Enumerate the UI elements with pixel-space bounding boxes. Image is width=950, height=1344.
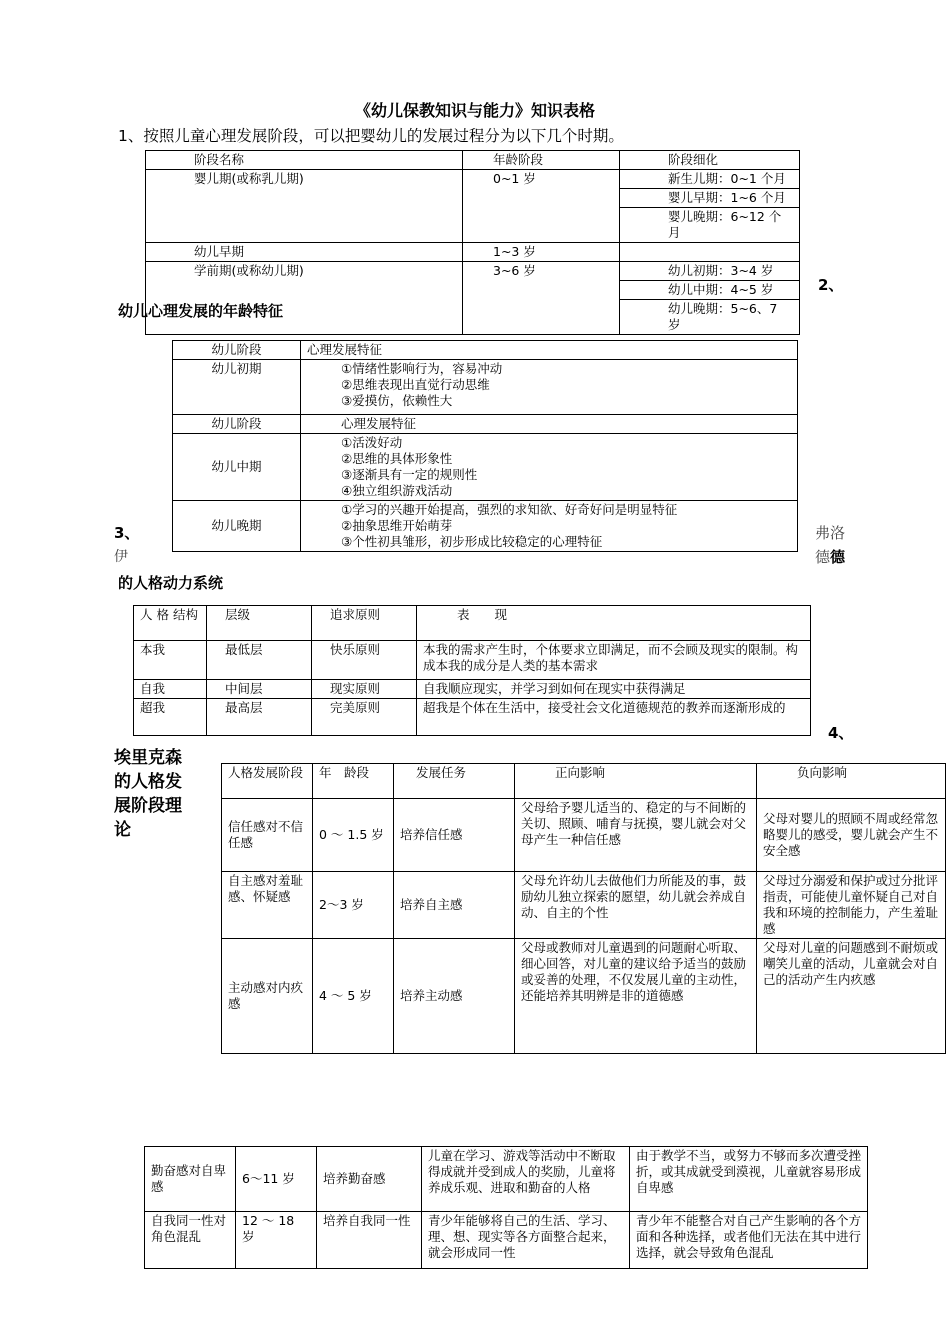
header-task: 发展任务 — [394, 764, 515, 799]
personality-table — [133, 605, 811, 736]
header-personality-structure: 人 格 结构 — [134, 606, 207, 641]
feature-line: ①活泼好动 — [341, 435, 403, 450]
fragment-char: 德 — [815, 548, 831, 566]
cell-task: 培养自我同一性 — [317, 1212, 422, 1269]
erikson-table — [221, 763, 946, 1054]
psych-features-table — [172, 340, 798, 552]
feature-line: ③个性初具雏形，初步形成比较稳定的心理特征 — [341, 534, 603, 549]
cell-task: 培养勤奋感 — [317, 1147, 422, 1212]
cell-negative: 父母过分溺爱和保护或过分批评指责，可能使儿童怀疑自己对自我和环境的控制能力，产生羞耻感 — [757, 872, 946, 939]
section-4-heading — [114, 746, 182, 842]
header-stage: 人格发展阶段 — [222, 764, 313, 799]
cell-positive: 父母或教师对儿童遇到的问题耐心听取、细心回答，对儿童的建议给予适当的鼓励或妥善的处理，不仅发展儿童的主动性，还能培养其明辨是非的道德感 — [515, 939, 757, 1054]
cell-level: 最低层 — [207, 641, 312, 680]
substage-preschool-middle: 幼儿中期：4~5 岁 — [620, 281, 800, 300]
feature-line: ③逐渐具有一定的规则性 — [341, 467, 478, 482]
age-infant: 0~1 岁 — [463, 170, 620, 243]
cell-stage: 自我同一性对角色混乱 — [145, 1212, 236, 1269]
section-3-fragment-right-2 — [815, 546, 845, 567]
substage-infant-early: 婴儿早期：1~6 个月 — [620, 189, 800, 208]
stage-early-childhood: 幼儿早期 — [146, 243, 463, 262]
heading-line: 埃里克森 — [114, 748, 182, 768]
erikson-table-continued — [144, 1146, 868, 1269]
substage-infant-late: 婴儿晚期：6~12 个月 — [620, 208, 800, 243]
cell-manifestation: 超我是个体在生活中，接受社会文化道德规范的教养而逐渐形成的 — [417, 699, 811, 736]
feature-line: ④独立组织游戏活动 — [341, 483, 453, 498]
age-preschool: 3~6 岁 — [463, 262, 620, 335]
feature-line: ①情绪性影响行为，容易冲动 — [341, 361, 503, 376]
cell-level: 最高层 — [207, 699, 312, 736]
cell-principle: 完美原则 — [312, 699, 417, 736]
cell-superego: 超我 — [134, 699, 207, 736]
cell-negative: 父母对儿童的问题感到不耐烦或嘲笑儿童的活动，儿童就会对自己的活动产生内疚感 — [757, 939, 946, 1054]
substage-preschool-early: 幼儿初期：3~4 岁 — [620, 262, 800, 281]
header-manifestation: 表 现 — [417, 606, 811, 641]
cell-positive: 父母给予婴儿适当的、稳定的与不间断的关切、照顾、哺育与抚摸，婴儿就会对父母产生一种信任感 — [515, 799, 757, 872]
stage-late-childhood-label: 幼儿晚期 — [173, 501, 301, 552]
feature-line: ③爱摸仿，依赖性大 — [341, 393, 453, 408]
cell-age: 0 ～ 1.5 岁 — [313, 799, 394, 872]
header-negative: 负向影响 — [757, 764, 946, 799]
cell-task: 培养自主感 — [394, 872, 515, 939]
feature-line: ②思维表现出直觉行动思维 — [341, 377, 490, 392]
heading-line: 的人格发 — [114, 772, 182, 792]
cell-task: 培养信任感 — [394, 799, 515, 872]
stage-preschool: 学前期(或称幼儿期) — [146, 262, 463, 335]
cell-id: 本我 — [134, 641, 207, 680]
header-child-stage-2: 幼儿阶段 — [173, 415, 301, 434]
cell-stage: 勤奋感对自卑感 — [145, 1147, 236, 1212]
section-3-fragment-right: 弗洛 — [815, 524, 846, 542]
section-1-heading: 1、按照儿童心理发展阶段，可以把婴幼儿的发展过程分为以下几个时期。 — [118, 127, 624, 145]
heading-line: 论 — [114, 820, 131, 840]
feature-line: ②抽象思维开始萌芽 — [341, 518, 453, 533]
stage-middle-childhood-label: 幼儿中期 — [173, 434, 301, 501]
substage-preschool-late: 幼儿晚期：5~6、7 岁 — [620, 300, 800, 335]
section-3-fragment-left: 伊 — [114, 549, 128, 565]
cell-age: 12 ～ 18 岁 — [236, 1212, 317, 1269]
cell-ego: 自我 — [134, 680, 207, 699]
cell-manifestation: 本我的需求产生时，个体要求立即满足，而不会顾及现实的限制。构成本我的成分是人类的基本需求 — [417, 641, 811, 680]
header-psych-features: 心理发展特征 — [301, 341, 798, 360]
cell-manifestation: 自我顺应现实，并学习到如何在现实中获得满足 — [417, 680, 811, 699]
cell-positive: 父母允许幼儿去做他们力所能及的事，鼓励幼儿独立探索的愿望，幼儿就会养成自动、自主的个性 — [515, 872, 757, 939]
section-2-heading: 幼儿心理发展的年龄特征 — [118, 302, 284, 320]
page-title: 《幼儿保教知识与能力》知识表格 — [354, 101, 595, 120]
cell-age: 4 ～ 5 岁 — [313, 939, 394, 1054]
header-positive: 正向影响 — [515, 764, 757, 799]
header-age: 年 龄段 — [313, 764, 394, 799]
cell-principle: 快乐原则 — [312, 641, 417, 680]
fragment-char-bold: 德 — [830, 548, 846, 566]
section-3-number: 3、 — [114, 524, 140, 542]
header-psych-features-2: 心理发展特征 — [301, 415, 798, 434]
header-level: 层级 — [207, 606, 312, 641]
cell-stage: 自主感对羞耻感、怀疑感 — [222, 872, 313, 939]
cell-level: 中间层 — [207, 680, 312, 699]
section-3-heading: 的人格动力系统 — [118, 574, 224, 592]
header-principle: 追求原则 — [312, 606, 417, 641]
feature-line: ②思维的具体形象性 — [341, 451, 453, 466]
heading-line: 展阶段理 — [114, 796, 182, 816]
cell-positive: 青少年能够将自己的生活、学习、理、想、现实等各方面整合起来，就会形成同一性 — [422, 1212, 630, 1269]
cell-positive: 儿童在学习、游戏等活动中不断取得成就并受到成人的奖励，儿童将养成乐观、进取和勤奋的人格 — [422, 1147, 630, 1212]
cell-principle: 现实原则 — [312, 680, 417, 699]
cell-task: 培养主动感 — [394, 939, 515, 1054]
header-age-range: 年龄阶段 — [463, 151, 620, 170]
header-stage-detail: 阶段细化 — [620, 151, 800, 170]
cell-negative: 由于教学不当，或努力不够而多次遭受挫折，或其成就受到漠视，儿童就容易形成自卑感 — [630, 1147, 868, 1212]
substage-newborn: 新生儿期：0~1 个月 — [620, 170, 800, 189]
header-child-stage: 幼儿阶段 — [173, 341, 301, 360]
stage-infant: 婴儿期(或称乳儿期) — [146, 170, 463, 243]
cell-age: 2～3 岁 — [313, 872, 394, 939]
stage-early-childhood-label: 幼儿初期 — [173, 360, 301, 415]
feature-line: ①学习的兴趣开始提高，强烈的求知欲、好奇好问是明显特征 — [341, 502, 678, 517]
header-stage-name: 阶段名称 — [146, 151, 463, 170]
section-2-number: 2、 — [818, 276, 844, 294]
cell-stage: 信任感对不信任感 — [222, 799, 313, 872]
age-early-childhood: 1~3 岁 — [463, 243, 620, 262]
section-4-number: 4、 — [828, 724, 854, 742]
cell-negative: 青少年不能整合对自己产生影响的各个方面和各种选择，或者他们无法在其中进行选择，就会导致角色混乱 — [630, 1212, 868, 1269]
cell-stage: 主动感对内疚感 — [222, 939, 313, 1054]
cell-negative: 父母对婴儿的照顾不周或经常忽略婴儿的感受，婴儿就会产生不安全感 — [757, 799, 946, 872]
cell-age: 6～11 岁 — [236, 1147, 317, 1212]
